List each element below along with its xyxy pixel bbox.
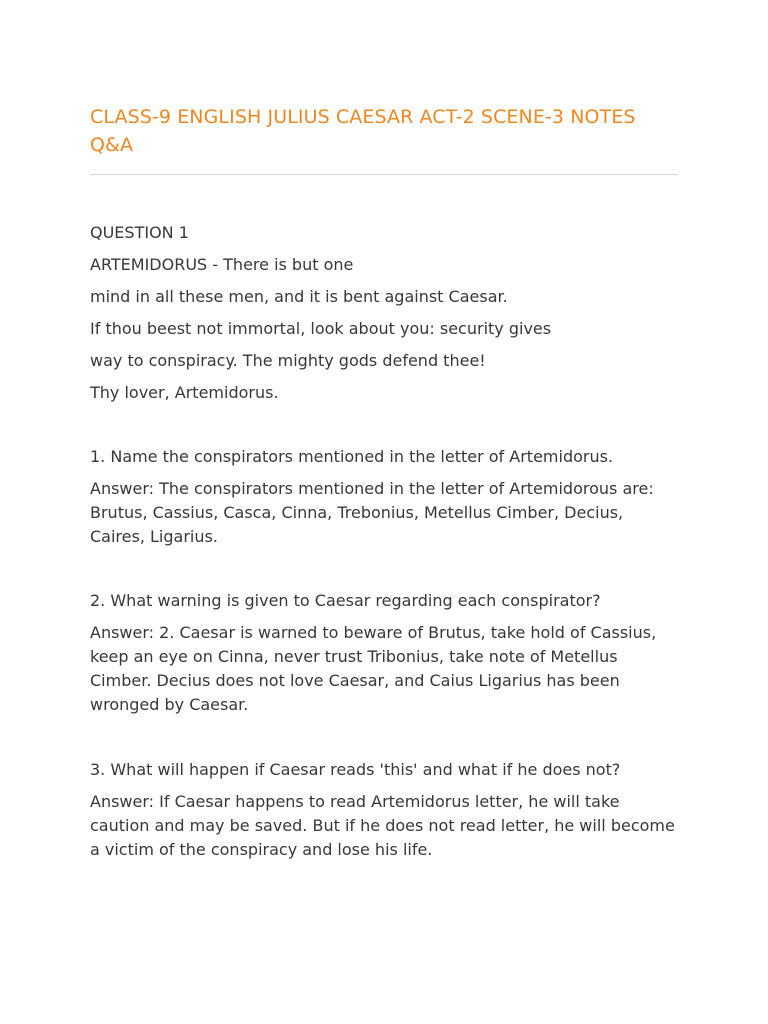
answer-text: Answer: 2. Caesar is warned to beware of Brutus, take hold of Cassius, keep an eye on Cinna, never trust Tribonius, take note of Metellus Cimber. Decius does not love Caesar, and Caius Ligarius has been wronged by Caesar. <box>90 623 657 714</box>
title-divider <box>90 174 678 175</box>
page-title: CLASS-9 ENGLISH JULIUS CAESAR ACT-2 SCENE-3 NOTES Q&A <box>90 106 636 156</box>
question-text: 3. What will happen if Caesar reads 'this' and what if he does not? <box>90 760 621 779</box>
question-heading: QUESTION 1 <box>90 223 189 242</box>
answer-text: Answer: If Caesar happens to read Artemidorus letter, he will take caution and may be saved. But if he does not read letter, he will become a victim of the conspiracy and lose his life. <box>90 792 675 859</box>
extract-line: ARTEMIDORUS - There is but one <box>90 255 354 274</box>
extract-line: mind in all these men, and it is bent against Caesar. <box>90 287 508 306</box>
extract-line: If thou beest not immortal, look about you: security gives <box>90 319 552 338</box>
extract-line: way to conspiracy. The mighty gods defend thee! <box>90 351 486 370</box>
answer-text: Answer: The conspirators mentioned in the letter of Artemidorous are: Brutus, Cassius, Casca, Cinna, Trebonius, Metellus Cimber, Decius, Caires, Ligarius. <box>90 479 654 546</box>
question-text: 2. What warning is given to Caesar regarding each conspirator? <box>90 591 601 610</box>
extract-line: Thy lover, Artemidorus. <box>90 383 279 402</box>
question-text: 1. Name the conspirators mentioned in the letter of Artemidorus. <box>90 447 614 466</box>
